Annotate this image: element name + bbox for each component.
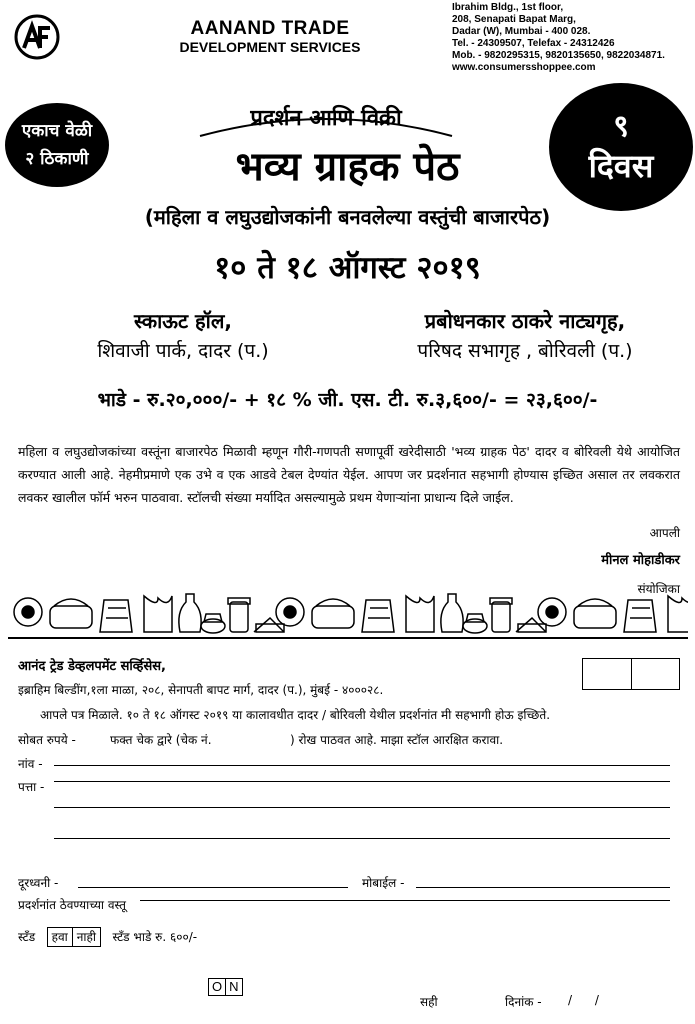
mobile-label: मोबाईल - (362, 876, 405, 890)
phone-field-line[interactable] (78, 887, 348, 888)
name-label: नांव - (18, 757, 43, 771)
form-recipient-address: इब्राहिम बिल्डींग,१ला माळा, २०८, सेनापती बापट मार्ग, दादर (प.), मुंबई - ४०००२८. (18, 683, 384, 697)
venue-address: शिवाजी पार्क, दादर (प.) (97, 340, 269, 362)
venue-name: प्रबोधनकार ठाकरे नाट्यगृह, (424, 309, 626, 333)
company-name-line1: AANAND TRADE (190, 18, 350, 39)
stand-no-box[interactable]: नाही (73, 927, 101, 947)
items-label: प्रदर्शनांत ठेवण्याच्या वस्तू (18, 898, 127, 912)
signature-title: संयोजिका (637, 582, 680, 596)
on-letter-o: O (208, 978, 226, 996)
stand-rent: स्टँड भाडे रु. ६००/- (112, 930, 198, 944)
form-statement: आपले पत्र मिळाले. १० ते १८ ऑगस्ट २०१९ या कालावधीत दादर / बोरिवली येथील प्रदर्शनांत मी सहभागी होऊ इच्छिते. (40, 708, 551, 722)
name-field-line[interactable] (54, 765, 670, 766)
items-field-line[interactable] (140, 900, 670, 901)
payment-end: ) रोख पाठवत आहे. माझा स्टॉल आरक्षित करावा. (290, 733, 504, 747)
office-box[interactable] (583, 659, 632, 689)
address-line: www.consumersshoppee.com (452, 62, 596, 73)
address-label: पत्ता - (18, 780, 45, 794)
address-line: Mob. - 9820295315, 9820135650, 9822034871. (452, 50, 665, 61)
sign-label: सही (420, 995, 438, 1009)
description-paragraph: महिला व लघुउद्योजकांच्या वस्तूंना बाजारपेठ मिळावी म्हणून गौरी-गणपती सणापूर्वी खरेदीसाठी 'भव्य ग्राहक पेठ' दादर व बोरिवली येथे आयोजित करण्यात आली आहे. नेहमीप्रमाणे एक उभे व एक आडवे टेबल देण्यांत येईल. आपण जर प्रदर्शनात सहभागी होण्यास इच्छित असाल तर लवकरात लवकर खालील फॉर्म भरुन पाठवावा. स्टॉलची संख्या मर्यादित असल्यामुळे प्रथम येणाऱ्यांना प्राधान्य दिले जाईल. (18, 444, 680, 505)
venue-borivali (360, 306, 690, 366)
page-subtitle: (महिला व लघुउद्योजकांनी बनवलेल्या वस्तुंची बाजारपेठ) (144, 205, 551, 229)
company-address (452, 2, 692, 74)
venue-name: स्काऊट हॉल, (133, 309, 233, 333)
badge-left-line2: २ ठिकाणी (25, 149, 89, 169)
badge-left-line1: एकाच वेळी (21, 121, 93, 141)
company-name (160, 20, 380, 56)
company-logo-icon (14, 14, 60, 60)
address-line: 208, Senapati Bapat Marg, (452, 14, 576, 25)
phone-label: दूरध्वनी - (18, 876, 59, 890)
office-use-boxes[interactable] (582, 658, 680, 690)
address-line: Dadar (W), Mumbai - 400 028. (452, 26, 591, 37)
payment-label: सोबत रुपये - (18, 733, 76, 747)
address-field-line[interactable] (54, 781, 670, 782)
stand-yes-box[interactable]: हवा (47, 927, 73, 947)
signature-closing: आपली (649, 526, 680, 540)
decorative-products-border (8, 588, 688, 644)
company-name-line2: DEVELOPMENT SERVICES (179, 39, 361, 55)
on-letter-n: N (226, 978, 242, 996)
venue-dadar (48, 306, 318, 366)
office-box[interactable] (632, 659, 680, 689)
badge-right-line2: दिवस (588, 147, 654, 185)
address-field-line[interactable] (54, 807, 670, 808)
date-separators: / / (568, 993, 599, 1007)
address-line: Ibrahim Bldg., 1st floor, (452, 2, 564, 13)
subheading-banner (196, 100, 456, 140)
form-recipient-name: आनंद ट्रेड डेव्हलपमेंट सर्व्हिसेस, (18, 659, 166, 674)
page-title: भव्य ग्राहक पेठ (235, 144, 460, 190)
stand-row (18, 927, 197, 947)
badge-right-line1: ९ (613, 109, 629, 144)
date-label: दिनांक - (505, 995, 542, 1009)
address-line: Tel. - 24309507, Telefax - 24312426 (452, 38, 615, 49)
signature-name: मीनल मोहाडीकर (601, 553, 680, 568)
rent-line: भाडे - रु.२०,०००/- + १८ % जी. एस. टी. रु.३,६००/- = २३,६००/- (97, 389, 598, 411)
stand-label: स्टँड (18, 930, 36, 944)
mobile-field-line[interactable] (416, 887, 670, 888)
on-boxes (208, 978, 243, 996)
subheading: प्रदर्शन आणि विक्री (250, 106, 402, 131)
venue-address: परिषद सभागृह , बोरिवली (प.) (417, 340, 633, 362)
payment-cheque: फक्त चेक द्वारे (चेक नं. (110, 733, 212, 747)
event-dates: १० ते १८ ऑगस्ट २०१९ (214, 250, 481, 286)
address-field-line[interactable] (54, 838, 670, 839)
